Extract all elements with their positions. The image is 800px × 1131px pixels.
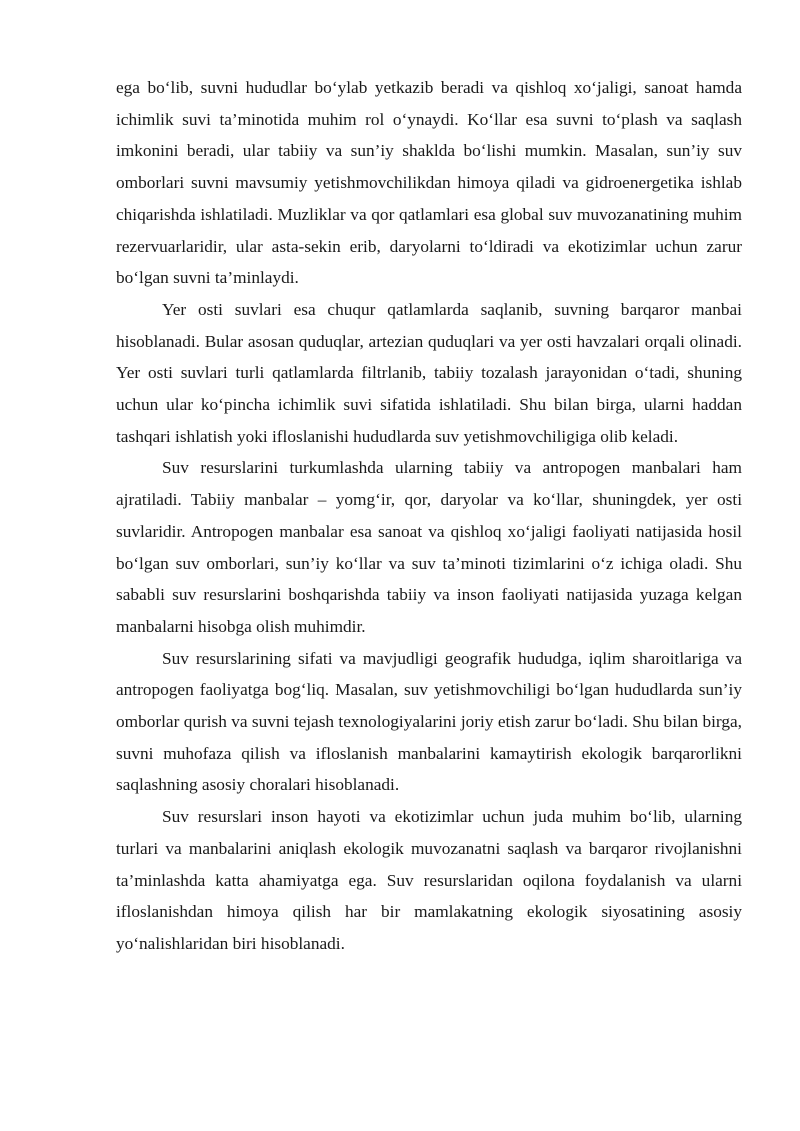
paragraph-groundwater: Yer osti suvlari esa chuqur qatlamlarda saqlanib, suvning barqaror manbai hisoblanadi. Bular asosan quduqlar, artezian quduqlari va yer osti havzalari orqali olinadi. Yer osti suvlari turli qatlamlarda filtrlanib, tabiiy tozalash jarayonidan o‘tadi, shuning uchun ular ko‘pincha ichimlik suvi sifatida ishlatiladi. Shu bilan birga, ularni haddan tashqari ishlatish yoki ifloslanishi hududlarda suv yetishmovchiligiga olib keladi. bbox=[116, 299, 742, 446]
paragraph-continuation: ega bo‘lib, suvni hududlar bo‘ylab yetkazib beradi va qishloq xo‘jaligi, sanoat hamda ichimlik suvi ta’minotida muhim rol o‘ynaydi. Ko‘llar esa suvni to‘plash va saqlash imkonini beradi, ular tabiiy va sun’iy shaklda bo‘lishi mumkin. Masalan, sun’iy suv omborlari suvni mavsumiy yetishmovchilikdan himoya qiladi va gidroenergetika ishlab chiqarishda ishlatiladi. Muzliklar va qor qatlamlari esa global suv muvozanatining muhim rezervuarlaridir, ular asta-sekin erib, daryolarni to‘ldiradi va ekotizimlar uchun zarur bo‘lgan suvni ta’minlaydi. bbox=[116, 78, 742, 288]
paragraph-quality: Suv resurslarining sifati va mavjudligi geografik hududga, iqlim sharoitlariga va antropogen faoliyatga bog‘liq. Masalan, suv yetishmovchiligi bo‘lgan hududlarda sun’iy omborlar qurish va suvni tejash texnologiyalarini joriy etish zarur bo‘ladi. Shu bilan birga, suvni muhofaza qilish va ifloslanish manbalarini kamaytirish ekologik barqarorlikni saqlashning asosiy choralari hisoblanadi. bbox=[116, 648, 742, 795]
paragraph-classification: Suv resurslarini turkumlashda ularning tabiiy va antropogen manbalari ham ajratiladi. Tabiiy manbalar – yomg‘ir, qor, daryolar va ko‘llar, shuningdek, yer osti suvlaridir. Antropogen manbalar esa sanoat va qishloq xo‘jaligi faoliyati natijasida hosil bo‘lgan suv omborlari, sun’iy ko‘llar va suv ta’minoti tizimlarini o‘z ichiga oladi. Shu sababli suv resurslarini boshqarishda tabiiy va inson faoliyati natijasida yuzaga kelgan manbalarni hisobga olish muhimdir. bbox=[116, 458, 742, 636]
paragraph-conclusion: Suv resurslari inson hayoti va ekotizimlar uchun juda muhim bo‘lib, ularning turlari va manbalarini aniqlash ekologik muvozanatni saqlash va barqaror rivojlanishni ta’minlashda katta ahamiyatga ega. Suv resurslaridan oqilona foydalanish va ularni ifloslanishdan himoya qilish har bir mamlakatning ekologik siyosatining asosiy yo‘nalishlaridan biri hisoblanadi. bbox=[116, 807, 742, 953]
document-page bbox=[116, 72, 742, 960]
